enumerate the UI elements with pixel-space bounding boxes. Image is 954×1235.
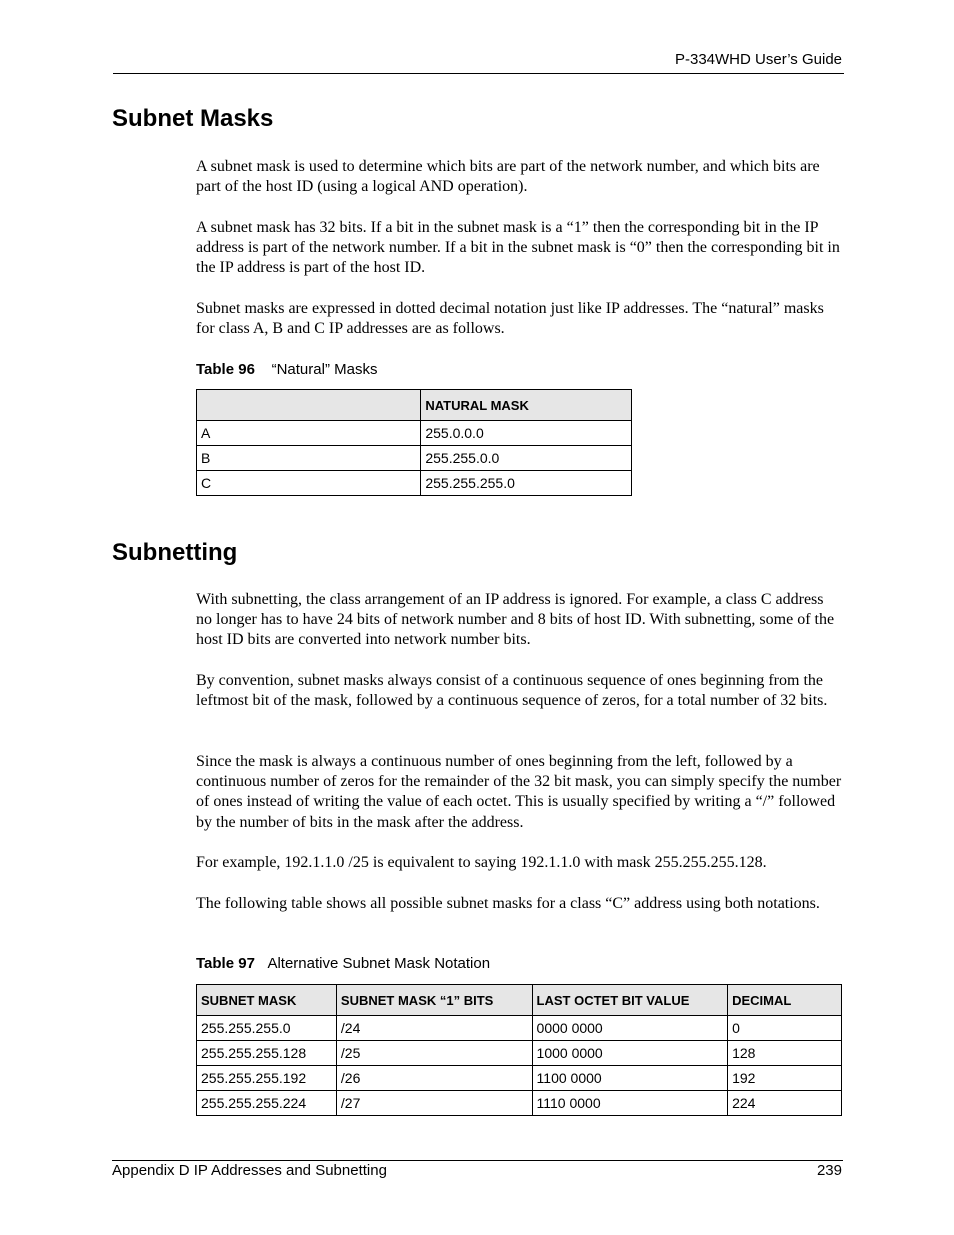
table-row (197, 1016, 842, 1041)
paragraph: Since the mask is always a continuous number of ones beginning from the left, followed by a continuous number of zeros for the remainder of the 32 bit mask, you can simply specify the number of ones instead of writing the value of each octet. This is usually specified by writing a “/” followed by the number of bits in the mask after the address. (196, 753, 842, 831)
table-cell: /27 (336, 1091, 532, 1116)
table-row (197, 421, 632, 446)
table-cell: 255.255.255.192 (197, 1066, 337, 1091)
guide-title: P-334WHD User’s Guide (675, 51, 842, 68)
section-title-subnetting: Subnetting (112, 539, 238, 566)
table-cell: 0 (728, 1016, 842, 1041)
column-header: LAST OCTET BIT VALUE (532, 985, 728, 1016)
table-number: Table 97 (196, 955, 255, 972)
table-cell: 1100 0000 (532, 1066, 728, 1091)
table-row (197, 1066, 842, 1091)
page-number: 239 (816, 1162, 842, 1179)
table-cell: 255.255.255.0 (421, 471, 632, 496)
table-row (197, 1041, 842, 1066)
table-cell: /26 (336, 1066, 532, 1091)
table-cell: 128 (728, 1041, 842, 1066)
paragraph: A subnet mask is used to determine which bits are part of the network number, and which bits are part of the host ID (using a logical AND operation). (196, 158, 820, 196)
footer-divider (112, 1160, 843, 1161)
column-header: SUBNET MASK (197, 985, 337, 1016)
table-cell: 1000 0000 (532, 1041, 728, 1066)
subnet-notation-table (196, 984, 842, 1116)
paragraph: Subnet masks are expressed in dotted decimal notation just like IP addresses. The “natural” masks for class A, B and C IP addresses are as follows. (196, 300, 824, 338)
paragraph: For example, 192.1.1.0 /25 is equivalent to saying 192.1.1.0 with mask 255.255.255.128. (196, 854, 767, 871)
table-cell: /24 (336, 1016, 532, 1041)
table-cell: 224 (728, 1091, 842, 1116)
table-title: Alternative Subnet Mask Notation (267, 955, 491, 972)
table-cell: 255.0.0.0 (421, 421, 632, 446)
header-divider (113, 73, 844, 74)
table-cell: 255.255.255.0 (197, 1016, 337, 1041)
paragraph: A subnet mask has 32 bits. If a bit in the subnet mask is a “1” then the corresponding bit in the IP address is part of the network number. If a bit in the subnet mask is “0” then the corresponding bit in the IP address is part of the host ID. (196, 219, 840, 277)
table-cell: 255.255.255.224 (197, 1091, 337, 1116)
section-title-subnet-masks: Subnet Masks (112, 105, 274, 132)
paragraph: With subnetting, the class arrangement of an IP address is ignored. For example, a class C address no longer has to have 24 bits of network number and 8 bits of host ID. With subnetting, some of the host ID bits are converted into network number bits. (196, 591, 835, 649)
paragraph: By convention, subnet masks always consist of a continuous sequence of ones beginning from the leftmost bit of the mask, followed by a continuous sequence of zeros, for a total number of 32 bits. (196, 672, 828, 710)
column-header: DECIMAL (728, 985, 842, 1016)
table-caption (196, 955, 490, 972)
column-header (197, 390, 421, 421)
table-row (197, 446, 632, 471)
table-cell: 0000 0000 (532, 1016, 728, 1041)
table-title: “Natural” Masks (271, 361, 378, 378)
table-cell: 255.255.255.128 (197, 1041, 337, 1066)
table-row (197, 471, 632, 496)
column-header: SUBNET MASK “1” BITS (336, 985, 532, 1016)
natural-masks-table (196, 389, 632, 496)
table-cell: C (197, 471, 421, 496)
table-row (197, 1091, 842, 1116)
paragraph: The following table shows all possible subnet masks for a class “C” address using both notations. (196, 895, 820, 912)
table-cell: /25 (336, 1041, 532, 1066)
table-header-row (197, 985, 842, 1016)
table-caption (196, 361, 377, 378)
table-number: Table 96 (196, 361, 255, 378)
table-cell: 1110 0000 (532, 1091, 728, 1116)
footer-chapter: Appendix D IP Addresses and Subnetting (112, 1162, 387, 1179)
table-header-row (197, 390, 632, 421)
table-cell: 255.255.0.0 (421, 446, 632, 471)
column-header: NATURAL MASK (421, 390, 632, 421)
table-cell: A (197, 421, 421, 446)
table-cell: B (197, 446, 421, 471)
table-cell: 192 (728, 1066, 842, 1091)
